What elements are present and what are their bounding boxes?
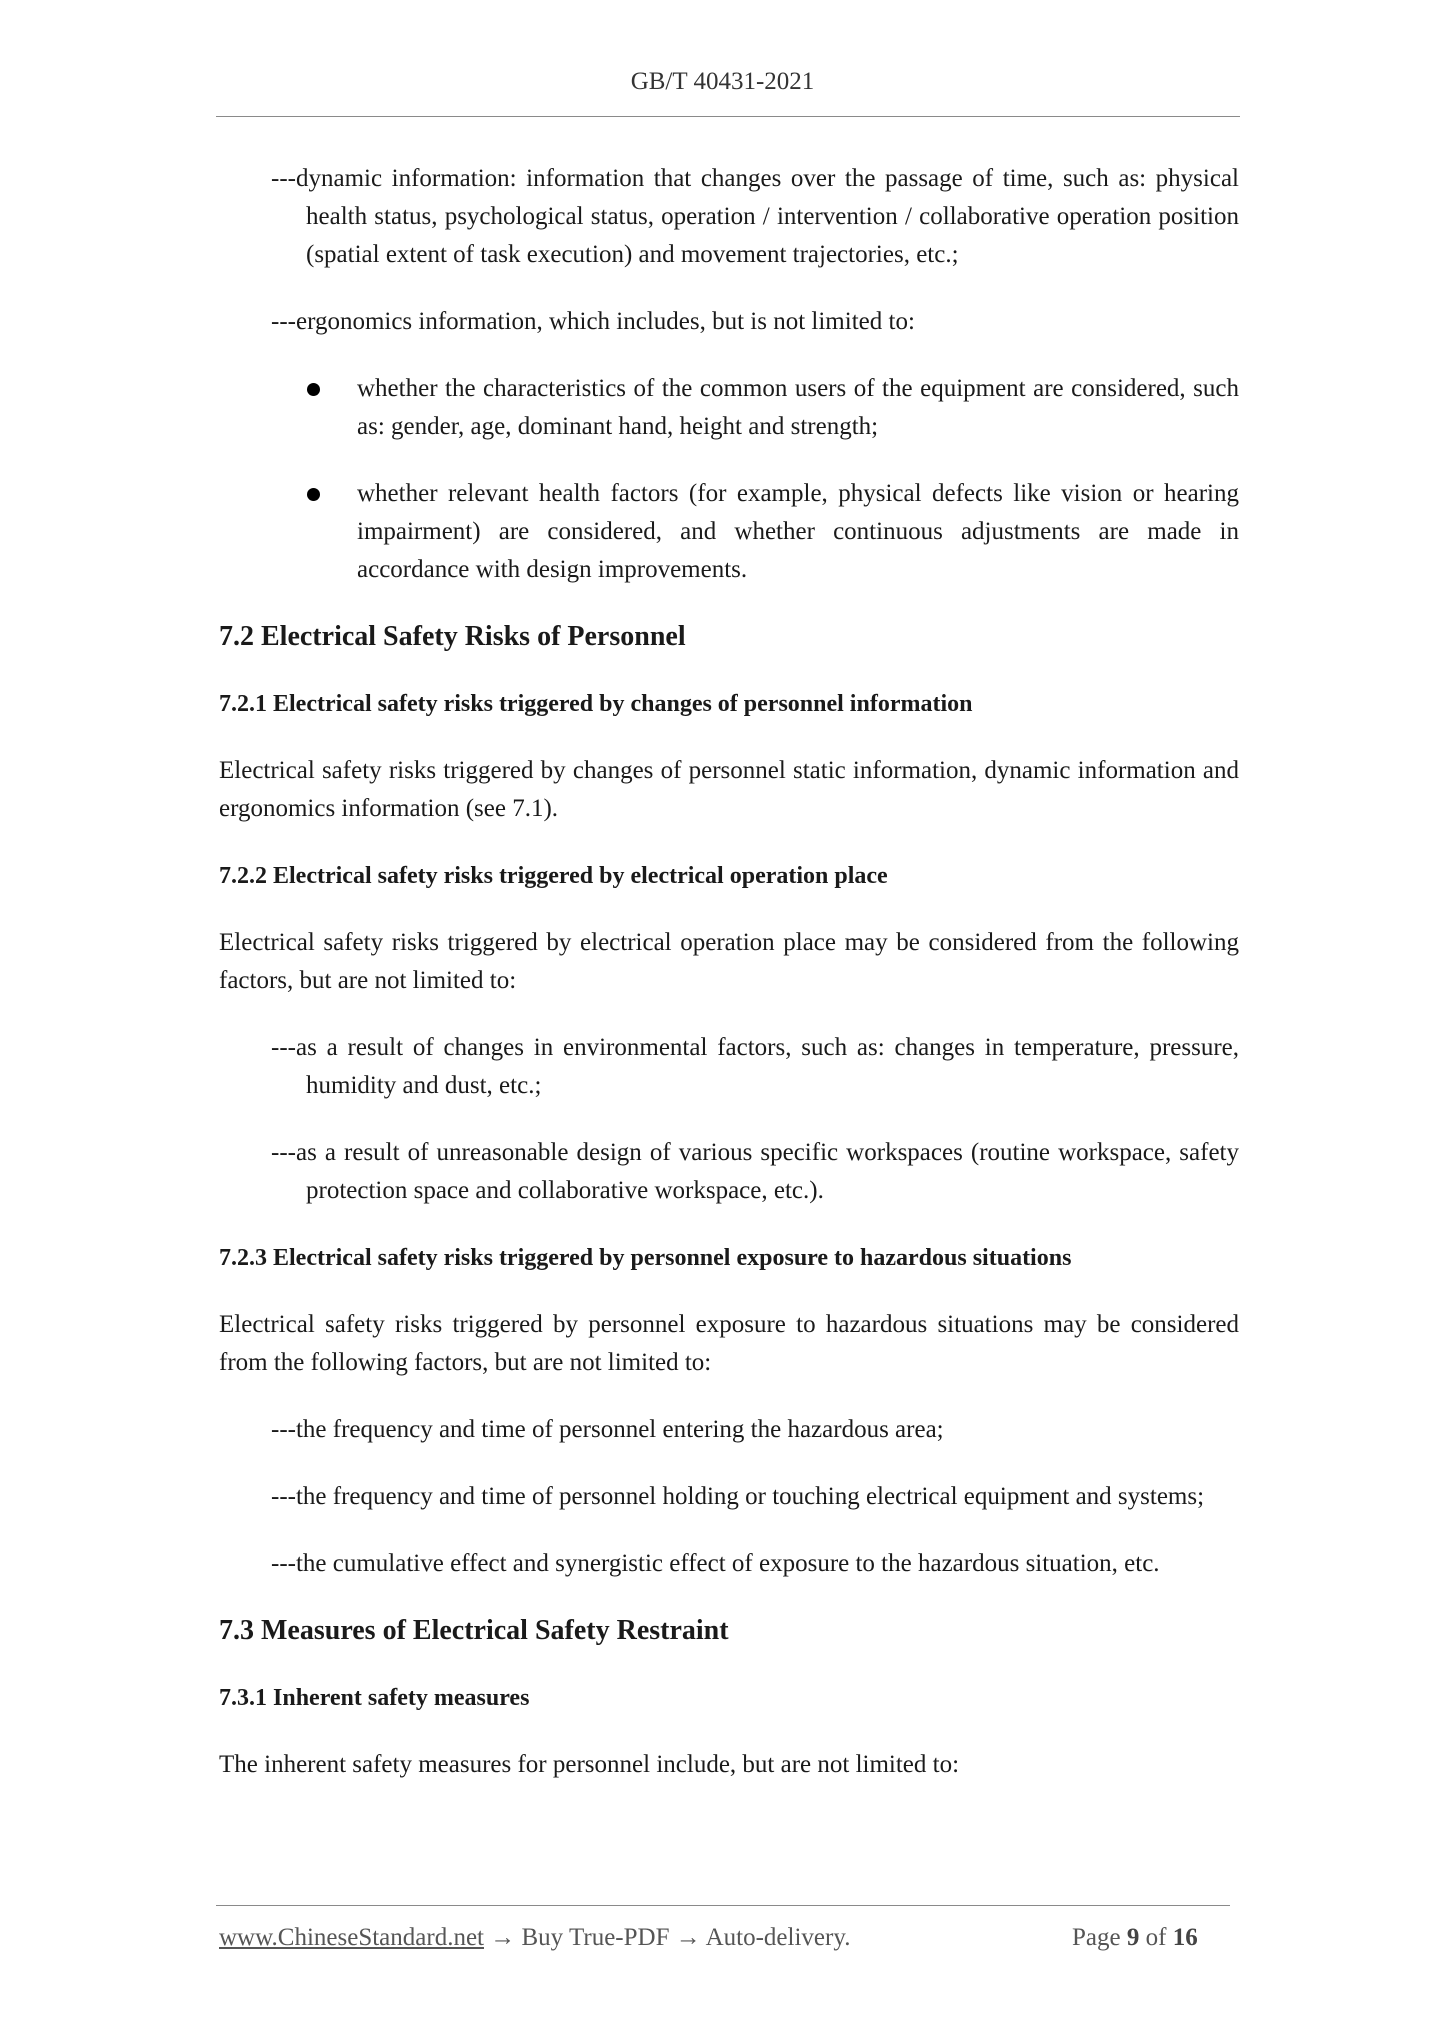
bullet-item [357, 370, 1239, 446]
subsection-heading-7-2-2: 7.2.2 Electrical safety risks triggered by electrical operation place [219, 863, 888, 889]
paragraph-7-3-1: The inherent safety measures for personnel include, but are not limited to: [219, 1751, 960, 1778]
section-heading-7-3: 7.3 Measures of Electrical Safety Restraint [219, 1615, 729, 1646]
dash-item-cumulative-effect: ---the cumulative effect and synergistic effect of exposure to the hazardous situation, etc. [271, 1550, 1160, 1577]
arrow-right-icon: → [490, 1924, 516, 1951]
paragraph-7-2-1: Electrical safety risks triggered by changes of personnel static information, dynamic information and ergonomics information (see 7.1). [219, 757, 1239, 822]
arrow-right-icon: → [675, 1924, 701, 1951]
subsection-heading-7-3-1: 7.3.1 Inherent safety measures [219, 1685, 530, 1711]
subsection-heading-7-2-3: 7.2.3 Electrical safety risks triggered by personnel exposure to hazardous situations [219, 1245, 1072, 1271]
document-body [219, 160, 1239, 1813]
footer-promo [219, 1924, 850, 1952]
dash-item-entering-hazardous-area: ---the frequency and time of personnel entering the hazardous area; [271, 1416, 944, 1443]
page-indicator [1072, 1924, 1198, 1952]
subsection-heading-7-2-1: 7.2.1 Electrical safety risks triggered by changes of personnel information [219, 691, 973, 717]
dash-item-workspace-design: ---as a result of unreasonable design of various specific workspaces (routine workspace, safety protection space and collaborative workspace, etc.). [271, 1139, 1239, 1204]
auto-delivery-text: Auto-delivery. [705, 1924, 851, 1951]
page-total: 16 [1172, 1924, 1198, 1951]
dash-item-environmental-factors: ---as a result of changes in environmental factors, such as: changes in temperature, pressure, humidity and dust, etc.; [271, 1034, 1239, 1099]
page-label: Page [1072, 1924, 1121, 1951]
paragraph-7-2-2: Electrical safety risks triggered by electrical operation place may be considered from the following factors, but are not limited to: [219, 929, 1239, 994]
bullet-dot-icon [307, 488, 320, 501]
buy-pdf-text: Buy True-PDF [521, 1924, 670, 1951]
bullet-text: whether relevant health factors (for example, physical defects like vision or hearing impairment) are considered, and whether continuous adjustments are made in accordance with design improvements. [357, 480, 1239, 583]
website-link[interactable]: www.ChineseStandard.net [219, 1924, 484, 1951]
dash-item-dynamic-information: ---dynamic information: information that changes over the passage of time, such as: physical health status, psychological status, operation / intervention / collaborative operation position (spatial extent of task execution) and movement trajectories, etc.; [271, 165, 1239, 268]
section-heading-7-2: 7.2 Electrical Safety Risks of Personnel [219, 621, 686, 652]
paragraph-7-2-3: Electrical safety risks triggered by personnel exposure to hazardous situations may be considered from the following factors, but are not limited to: [219, 1311, 1239, 1376]
bullet-text: whether the characteristics of the common users of the equipment are considered, such as: gender, age, dominant hand, height and strength; [357, 375, 1239, 440]
footer-divider [216, 1905, 1230, 1906]
bullet-dot-icon [307, 383, 320, 396]
header-divider [216, 116, 1240, 117]
dash-item-touching-equipment: ---the frequency and time of personnel holding or touching electrical equipment and systems; [271, 1483, 1205, 1510]
document-header: GB/T 40431-2021 [630, 68, 815, 95]
page-number: 9 [1126, 1924, 1140, 1951]
of-label: of [1145, 1924, 1167, 1951]
dash-item-ergonomics-information: ---ergonomics information, which includes, but is not limited to: [271, 308, 915, 335]
bullet-item [357, 475, 1239, 589]
